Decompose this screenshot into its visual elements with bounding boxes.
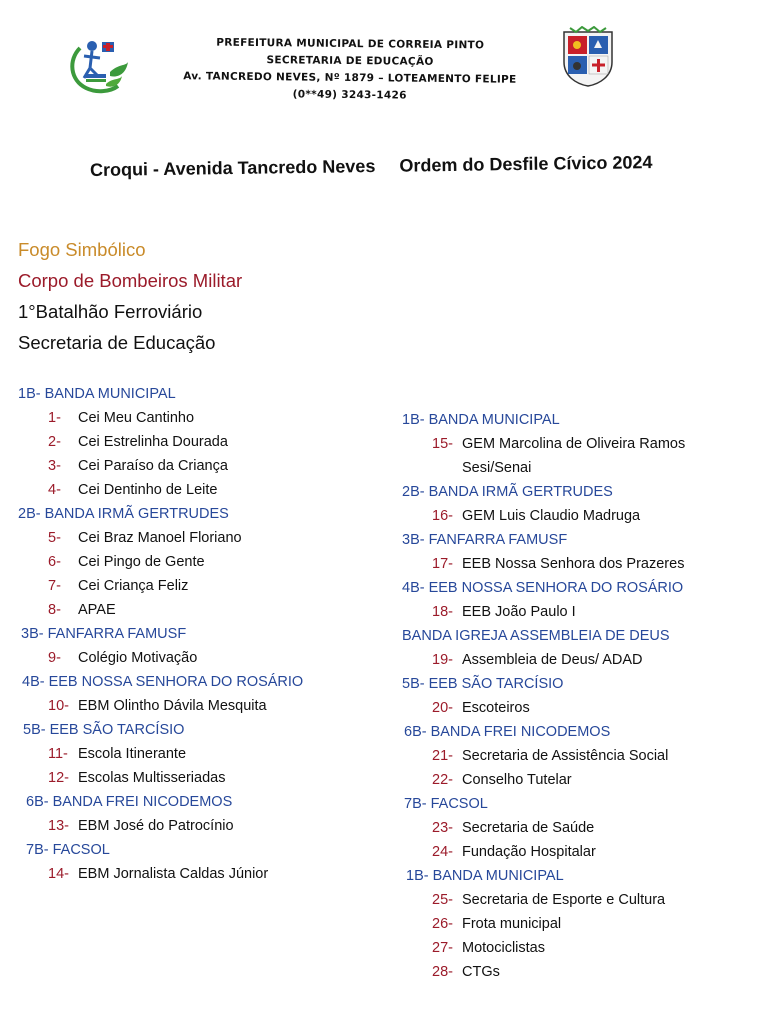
parade-item-number: 12- [48, 770, 69, 786]
band-group-header: 5B- EEB SÃO TARCÍSIO [23, 722, 185, 738]
left-column [18, 382, 303, 886]
parade-item-name: GEM Marcolina de Oliveira Ramos [462, 436, 686, 452]
parade-item [18, 478, 303, 502]
parade-item [18, 862, 303, 886]
parade-item-number: 2- [48, 434, 61, 450]
parade-item [18, 526, 303, 550]
title-croqui: Croqui - Avenida Tancredo Neves [89, 156, 376, 180]
letterhead-line-1: PREFEITURA MUNICIPAL DE CORREIA PINTO [216, 36, 485, 52]
parade-item [18, 406, 303, 430]
parade-item-number: 14- [48, 866, 69, 882]
parade-item [402, 552, 685, 576]
parade-item-number: 19- [432, 652, 453, 668]
parade-item [402, 840, 685, 864]
parade-item-number: 23- [432, 820, 453, 836]
band-group-header: 3B- FANFARRA FAMUSF [21, 626, 187, 642]
parade-item-number: 4- [48, 482, 61, 498]
parade-item-number: 17- [432, 556, 453, 572]
parade-item-name: Conselho Tutelar [462, 772, 572, 788]
parade-item-number: 15- [432, 436, 453, 452]
parade-item-name: Fundação Hospitalar [462, 844, 596, 860]
parade-item-name: APAE [78, 602, 116, 618]
parade-item-number: 16- [432, 508, 453, 524]
document-title [90, 151, 740, 181]
parade-item [18, 598, 303, 622]
parade-item-name: Cei Criança Feliz [78, 578, 189, 594]
parade-item [18, 646, 303, 670]
parade-item [18, 694, 303, 718]
band-group-header: BANDA IGREJA ASSEMBLEIA DE DEUS [402, 628, 670, 644]
parade-item-number: 1- [48, 410, 61, 426]
parade-item [18, 454, 303, 478]
title-ordem-desfile: Ordem do Desfile Cívico 2024 [399, 152, 653, 176]
parade-item-name: Escoteiros [462, 700, 530, 716]
parade-item-number: 11- [48, 746, 68, 762]
parade-item-name: Cei Estrelinha Dourada [78, 434, 228, 450]
parade-item-name: Cei Paraíso da Criança [78, 458, 228, 474]
parade-item-name: Escolas Multisseriadas [78, 770, 226, 786]
parade-item-number: 13- [48, 818, 69, 834]
parade-item-name: Secretaria de Saúde [462, 820, 595, 836]
letterhead-line-2: SECRETARIA DE EDUCAÇÃO [266, 54, 434, 68]
parade-item-continuation: Sesi/Senai [462, 460, 532, 476]
parade-item-name: EBM José do Patrocínio [78, 818, 234, 834]
parade-item [402, 696, 685, 720]
parade-item-name: Secretaria de Esporte e Cultura [462, 892, 666, 908]
parade-item-name: Cei Dentinho de Leite [78, 482, 218, 498]
parade-item [18, 574, 303, 598]
parade-item [402, 648, 685, 672]
parade-item-number: 26- [432, 916, 453, 932]
parade-item [18, 766, 303, 790]
parade-item-number: 3- [48, 458, 61, 474]
parade-item-name: Cei Pingo de Gente [78, 554, 205, 570]
parade-item-name: Secretaria de Assistência Social [462, 748, 669, 764]
letterhead-line-3: Av. TANCREDO NEVES, Nº 1879 – LOTEAMENTO FELIPE [183, 70, 517, 86]
band-group-header: 2B- BANDA IRMÃ GERTRUDES [18, 506, 229, 522]
letterhead [150, 34, 551, 106]
parade-item-number: 8- [48, 602, 61, 618]
parade-item [402, 936, 685, 960]
parade-item [402, 888, 685, 912]
band-group-header: 5B- EEB SÃO TARCÍSIO [402, 676, 564, 692]
parade-item-number: 24- [432, 844, 453, 860]
parade-item-name: CTGs [462, 964, 500, 980]
parade-item [18, 814, 303, 838]
parade-item-name: GEM Luis Claudio Madruga [462, 508, 641, 524]
parade-item-number: 7- [48, 578, 61, 594]
band-group-header: 7B- FACSOL [26, 842, 110, 858]
band-group-header: 4B- EEB NOSSA SENHORA DO ROSÁRIO [402, 580, 684, 596]
parade-item-name: Colégio Motivação [78, 650, 198, 666]
parade-item-number: 6- [48, 554, 61, 570]
parade-item-name: Cei Braz Manoel Floriano [78, 530, 242, 546]
letterhead-line-4: (0**49) 3243-1426 [292, 88, 407, 102]
parade-item-number: 5- [48, 530, 61, 546]
parade-item [18, 550, 303, 574]
parade-item-number: 22- [432, 772, 453, 788]
intro-line: Secretaria de Educação [18, 332, 216, 353]
parade-item-name: Frota municipal [462, 916, 562, 932]
parade-item-number: 28- [432, 964, 453, 980]
parade-item [402, 504, 685, 528]
band-group-header: 1B- BANDA MUNICIPAL [406, 868, 564, 884]
parade-item-number: 18- [432, 604, 453, 620]
parade-item [18, 742, 303, 766]
coat-of-arms-logo [560, 26, 616, 88]
parade-item [402, 912, 685, 936]
education-logo [66, 34, 134, 94]
intro-list [18, 234, 242, 358]
parade-item-number: 10- [48, 698, 69, 714]
band-group-header: 1B- BANDA MUNICIPAL [18, 386, 176, 402]
parade-item-number: 25- [432, 892, 453, 908]
band-group-header: 3B- FANFARRA FAMUSF [402, 532, 568, 548]
intro-line: Fogo Simbólico [18, 239, 146, 260]
parade-item-number: 9- [48, 650, 61, 666]
band-group-header: 6B- BANDA FREI NICODEMOS [26, 794, 233, 810]
parade-item-name: EEB João Paulo I [462, 604, 576, 620]
band-group-header: 7B- FACSOL [404, 796, 488, 812]
parade-item-name: EBM Jornalista Caldas Júnior [78, 866, 269, 882]
parade-item [18, 430, 303, 454]
intro-line: 1°Batalhão Ferroviário [18, 301, 203, 322]
parade-item-name: Escola Itinerante [78, 746, 187, 762]
parade-item [402, 768, 685, 792]
band-group-header: 1B- BANDA MUNICIPAL [402, 412, 560, 428]
right-column [402, 408, 685, 984]
parade-item [402, 744, 685, 768]
parade-item [402, 600, 685, 624]
parade-item [402, 816, 685, 840]
band-group-header: 6B- BANDA FREI NICODEMOS [404, 724, 611, 740]
parade-item-name: EBM Olintho Dávila Mesquita [78, 698, 267, 714]
parade-item-number: 21- [432, 748, 453, 764]
intro-line: Corpo de Bombeiros Militar [18, 270, 243, 291]
parade-item [402, 432, 685, 456]
band-group-header: 4B- EEB NOSSA SENHORA DO ROSÁRIO [22, 674, 304, 690]
parade-item-name: Motociclistas [462, 940, 545, 956]
parade-item-name: Assembleia de Deus/ ADAD [462, 652, 643, 668]
band-group-header: 2B- BANDA IRMÃ GERTRUDES [402, 484, 613, 500]
parade-item-number: 27- [432, 940, 453, 956]
parade-item-number: 20- [432, 700, 453, 716]
parade-item-name: EEB Nossa Senhora dos Prazeres [462, 556, 685, 572]
parade-item [402, 960, 685, 984]
parade-item-name: Cei Meu Cantinho [78, 410, 195, 426]
